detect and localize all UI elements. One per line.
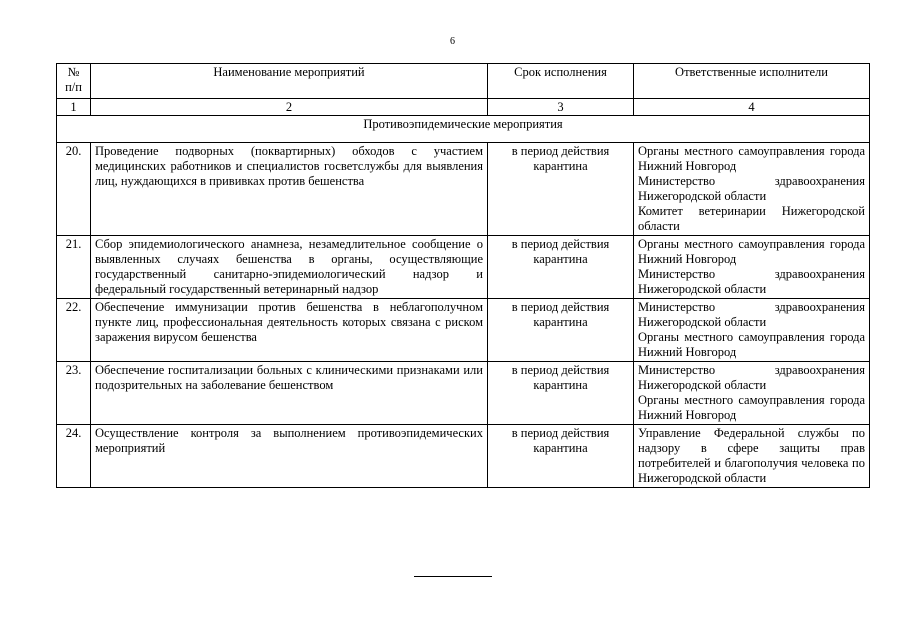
column-number: 4 [634, 99, 870, 116]
responsible-entity: Министерство здравоохранения Нижегородской области [638, 300, 865, 329]
column-number: 1 [57, 99, 91, 116]
table-row [57, 236, 870, 299]
execution-term: в период действия карантина [488, 236, 634, 299]
table-row [57, 362, 870, 425]
header-num: № п/п [57, 64, 91, 99]
end-divider [414, 576, 492, 577]
measure-name: Обеспечение иммунизации против бешенства в неблагополучном пункте лиц, профессиональная деятельность которых связана с риском заражения вирусом бешенства [91, 299, 488, 362]
table-row [57, 299, 870, 362]
responsible-entity: Органы местного самоуправления города Нижний Новгород [638, 330, 865, 359]
table-body [57, 143, 870, 488]
measure-name: Проведение подворных (поквартирных) обходов с участием медицинских работников и специалистов госветслужбы для выявления лиц, нуждающихся в прививках против бешенства [91, 143, 488, 236]
responsible-entity: Министерство здравоохранения Нижегородской области [638, 267, 865, 296]
execution-term: в период действия карантина [488, 299, 634, 362]
responsible-executors [634, 143, 870, 236]
table-header-row [57, 64, 870, 99]
execution-term: в период действия карантина [488, 362, 634, 425]
table-row [57, 143, 870, 236]
responsible-executors [634, 425, 870, 488]
responsible-entity: Органы местного самоуправления города Нижний Новгород [638, 237, 865, 266]
responsible-executors [634, 299, 870, 362]
section-row [57, 116, 870, 143]
row-number: 24. [57, 425, 91, 488]
responsible-entity: Министерство здравоохранения Нижегородской области [638, 363, 865, 392]
responsible-executors [634, 362, 870, 425]
measures-table [56, 63, 870, 488]
responsible-entity: Органы местного самоуправления города Нижний Новгород [638, 144, 865, 173]
responsible-entity: Министерство здравоохранения Нижегородской области [638, 174, 865, 203]
measure-name: Осуществление контроля за выполнением противоэпидемических мероприятий [91, 425, 488, 488]
header-term: Срок исполнения [488, 64, 634, 99]
section-title: Противоэпидемические мероприятия [57, 116, 870, 143]
responsible-executors [634, 236, 870, 299]
column-numbers-row [57, 99, 870, 116]
responsible-entity: Органы местного самоуправления города Нижний Новгород [638, 393, 865, 422]
row-number: 22. [57, 299, 91, 362]
header-name: Наименование мероприятий [91, 64, 488, 99]
responsible-entity: Комитет ветеринарии Нижегородской области [638, 204, 865, 233]
header-responsible: Ответственные исполнители [634, 64, 870, 99]
execution-term: в период действия карантина [488, 143, 634, 236]
column-number: 3 [488, 99, 634, 116]
execution-term: в период действия карантина [488, 425, 634, 488]
responsible-entity: Управление Федеральной службы по надзору в сфере защиты прав потребителей и благополучия человека по Нижегородской области [638, 426, 865, 485]
measure-name: Сбор эпидемиологического анамнеза, незамедлительное сообщение о выявленных случаях бешенства в органы, осуществляющие государственный санитарно-эпидемиологический надзор и федеральный государственный ветеринарный надзор [91, 236, 488, 299]
column-number: 2 [91, 99, 488, 116]
table-row [57, 425, 870, 488]
page-number: 6 [450, 36, 455, 47]
measure-name: Обеспечение госпитализации больных с клиническими признаками или подозрительных на заболевание бешенством [91, 362, 488, 425]
row-number: 23. [57, 362, 91, 425]
row-number: 20. [57, 143, 91, 236]
row-number: 21. [57, 236, 91, 299]
